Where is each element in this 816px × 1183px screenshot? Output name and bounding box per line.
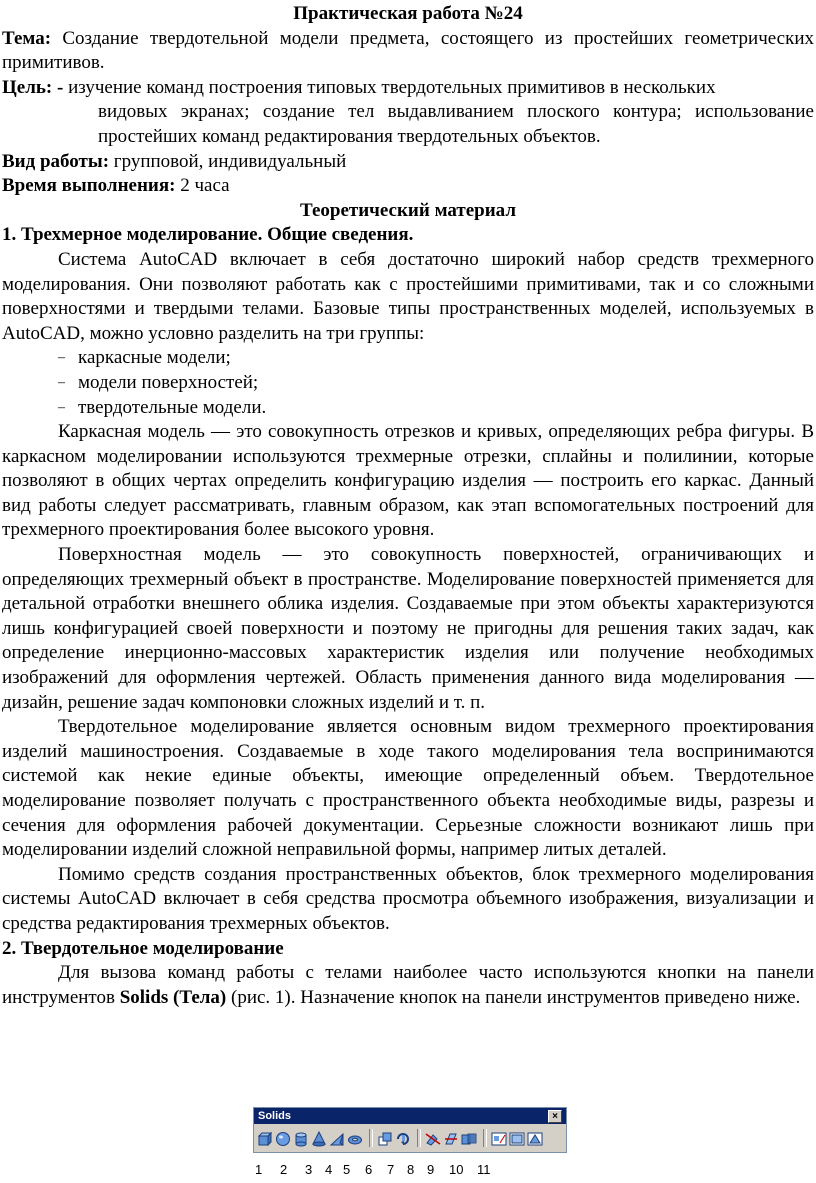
button-number: 10	[449, 1162, 464, 1177]
goal-text	[68, 76, 814, 101]
solids-toolbar-name: Solids (Тела)	[119, 986, 227, 1008]
setup-profile-icon[interactable]	[527, 1130, 543, 1146]
time-row	[2, 174, 814, 199]
dash-bullet: –	[58, 399, 65, 415]
dash-bullet: –	[58, 374, 65, 390]
topic-text: Создание твердотельной модели предмета, состоящего из простейших геометрических примитивов.	[2, 27, 814, 74]
list-item: – модели поверхностей;	[58, 371, 814, 396]
cylinder-icon[interactable]	[293, 1130, 309, 1146]
worktype-label: Вид работы:	[2, 150, 110, 172]
list-item: – каркасные модели;	[58, 346, 814, 371]
slice-icon[interactable]	[425, 1130, 441, 1146]
paragraph-4: Твердотельное моделирование является основным видом трехмерного проектирования изделий машиностроения. Создаваемые в ходе такого моделирования тела воспринимаются системой как некие единые объекты, имеющие определенный объем. Твердотельное моделирование позволяет получать с пространственного объекта необходимые виды, разрезы и сечения для оформления рабочей документации. Серьезные сложности возникают лишь при моделировании изделий сложной неправильной формы, например литых деталей.	[2, 716, 814, 861]
toolbar-separator	[369, 1129, 373, 1147]
button-number: 2	[280, 1162, 288, 1177]
button-number: 1	[255, 1162, 263, 1177]
paragraph-6: Для вызова команд работы с телами наиболее часто используются кнопки на панели инструментов Solids (Тела) (рис. 1). Назначение кнопок на панели инструментов приведено ниже.	[2, 962, 814, 1008]
toolbar-titlebar[interactable]	[254, 1108, 566, 1124]
toolbar-separator	[417, 1129, 421, 1147]
toolbar-title: Solids	[258, 1110, 292, 1122]
paragraph-2: Каркасная модель — это совокупность отрезков и кривых, определяющих ребра фигуры. В каркасном моделировании используются трехмерные отрезки, сплайны и полилинии, которые позволяют в общих чертах определить конфигурацию изделия — построить его каркас. Данный вид работы следует рассматривать, главным образом, как этап вспомогательных построений для трехмерного проектирования более высокого уровня.	[2, 421, 814, 541]
button-numbers	[255, 1158, 515, 1178]
section2-title: 2. Твердотельное моделирование	[2, 937, 284, 959]
page-title: Практическая работа №24	[293, 3, 523, 24]
extrude-icon[interactable]	[377, 1130, 393, 1146]
toolbar-separator	[483, 1129, 487, 1147]
worktype-row	[2, 150, 814, 175]
button-number: 6	[365, 1162, 373, 1177]
button-number: 5	[343, 1162, 351, 1177]
topic-row	[2, 27, 814, 76]
theory-heading: Теоретический материал	[300, 199, 516, 221]
button-number: 9	[427, 1162, 435, 1177]
toolbar-buttons	[254, 1124, 566, 1152]
button-number: 4	[325, 1162, 333, 1177]
button-number: 8	[407, 1162, 415, 1177]
cone-icon[interactable]	[311, 1130, 327, 1146]
dash-bullet: –	[58, 350, 65, 366]
goal-row	[2, 76, 814, 101]
sphere-icon[interactable]	[275, 1130, 291, 1146]
section1-title: 1. Трехмерное моделирование. Общие сведения.	[2, 224, 414, 246]
paragraph-5: Помимо средств создания пространственных объектов, блок трехмерного моделирования системы AutoCAD включает в себя средства просмотра объемного изображения, визуализации и средства редактирования трехмерных объектов.	[2, 863, 814, 934]
setup-drawing-icon[interactable]	[491, 1130, 507, 1146]
wedge-icon[interactable]	[329, 1130, 345, 1146]
paragraph-3: Поверхностная модель — это совокупность поверхностей, ограничивающих и определяющих трехмерный объект в пространстве. Моделирование поверхностей применяется для детальной отработки внешнего облика изделия. Создаваемые при этом объекты характеризуются лишь конфигурацией своей поверхности и поэтому не пригодны для решения таких задач, как определение инерционно-массовых характеристик изделия или получение необходимых изображений для оформления чертежей. Область применения данного вида моделирования — дизайн, решение задач компоновки сложных изделий и т. п.	[2, 544, 814, 713]
goal-rest: видовых экранах; создание тел выдавливанием плоского контура; использование простейших команд редактирования твердотельных объектов.	[98, 101, 814, 147]
topic-label: Тема:	[2, 27, 52, 49]
solids-toolbar-figure	[253, 1107, 567, 1153]
time-text: 2 часа	[175, 175, 230, 197]
button-number: 7	[387, 1162, 395, 1177]
close-icon[interactable]: ×	[548, 1110, 562, 1123]
time-label: Время выполнения:	[2, 175, 176, 197]
setup-view-icon[interactable]	[509, 1130, 525, 1146]
list-item: – твердотельные модели.	[58, 396, 814, 421]
model-types-list	[2, 346, 814, 420]
box-icon[interactable]	[257, 1130, 273, 1146]
button-number: 11	[477, 1162, 491, 1177]
goal-line1: изучение команд построения типовых твердотельных примитивов в нескольких	[68, 76, 716, 98]
revolve-icon[interactable]	[395, 1130, 411, 1146]
paragraph-1: Система AutoCAD включает в себя достаточно широкий набор средств трехмерного моделирования. Они позволяют работать как с простейшими примитивами, так и со сложными поверхностями и твердыми телами. Базовые типы пространственных моделей, используемых в AutoCAD, можно условно разделить на три группы:	[2, 248, 814, 344]
button-number: 3	[305, 1162, 313, 1177]
goal-label: Цель: -	[2, 76, 69, 98]
section-icon[interactable]	[443, 1130, 459, 1146]
interference-icon[interactable]	[461, 1130, 477, 1146]
solids-toolbar	[253, 1107, 567, 1153]
torus-icon[interactable]	[347, 1130, 363, 1146]
worktype-text: групповой, индивидуальный	[109, 150, 347, 172]
